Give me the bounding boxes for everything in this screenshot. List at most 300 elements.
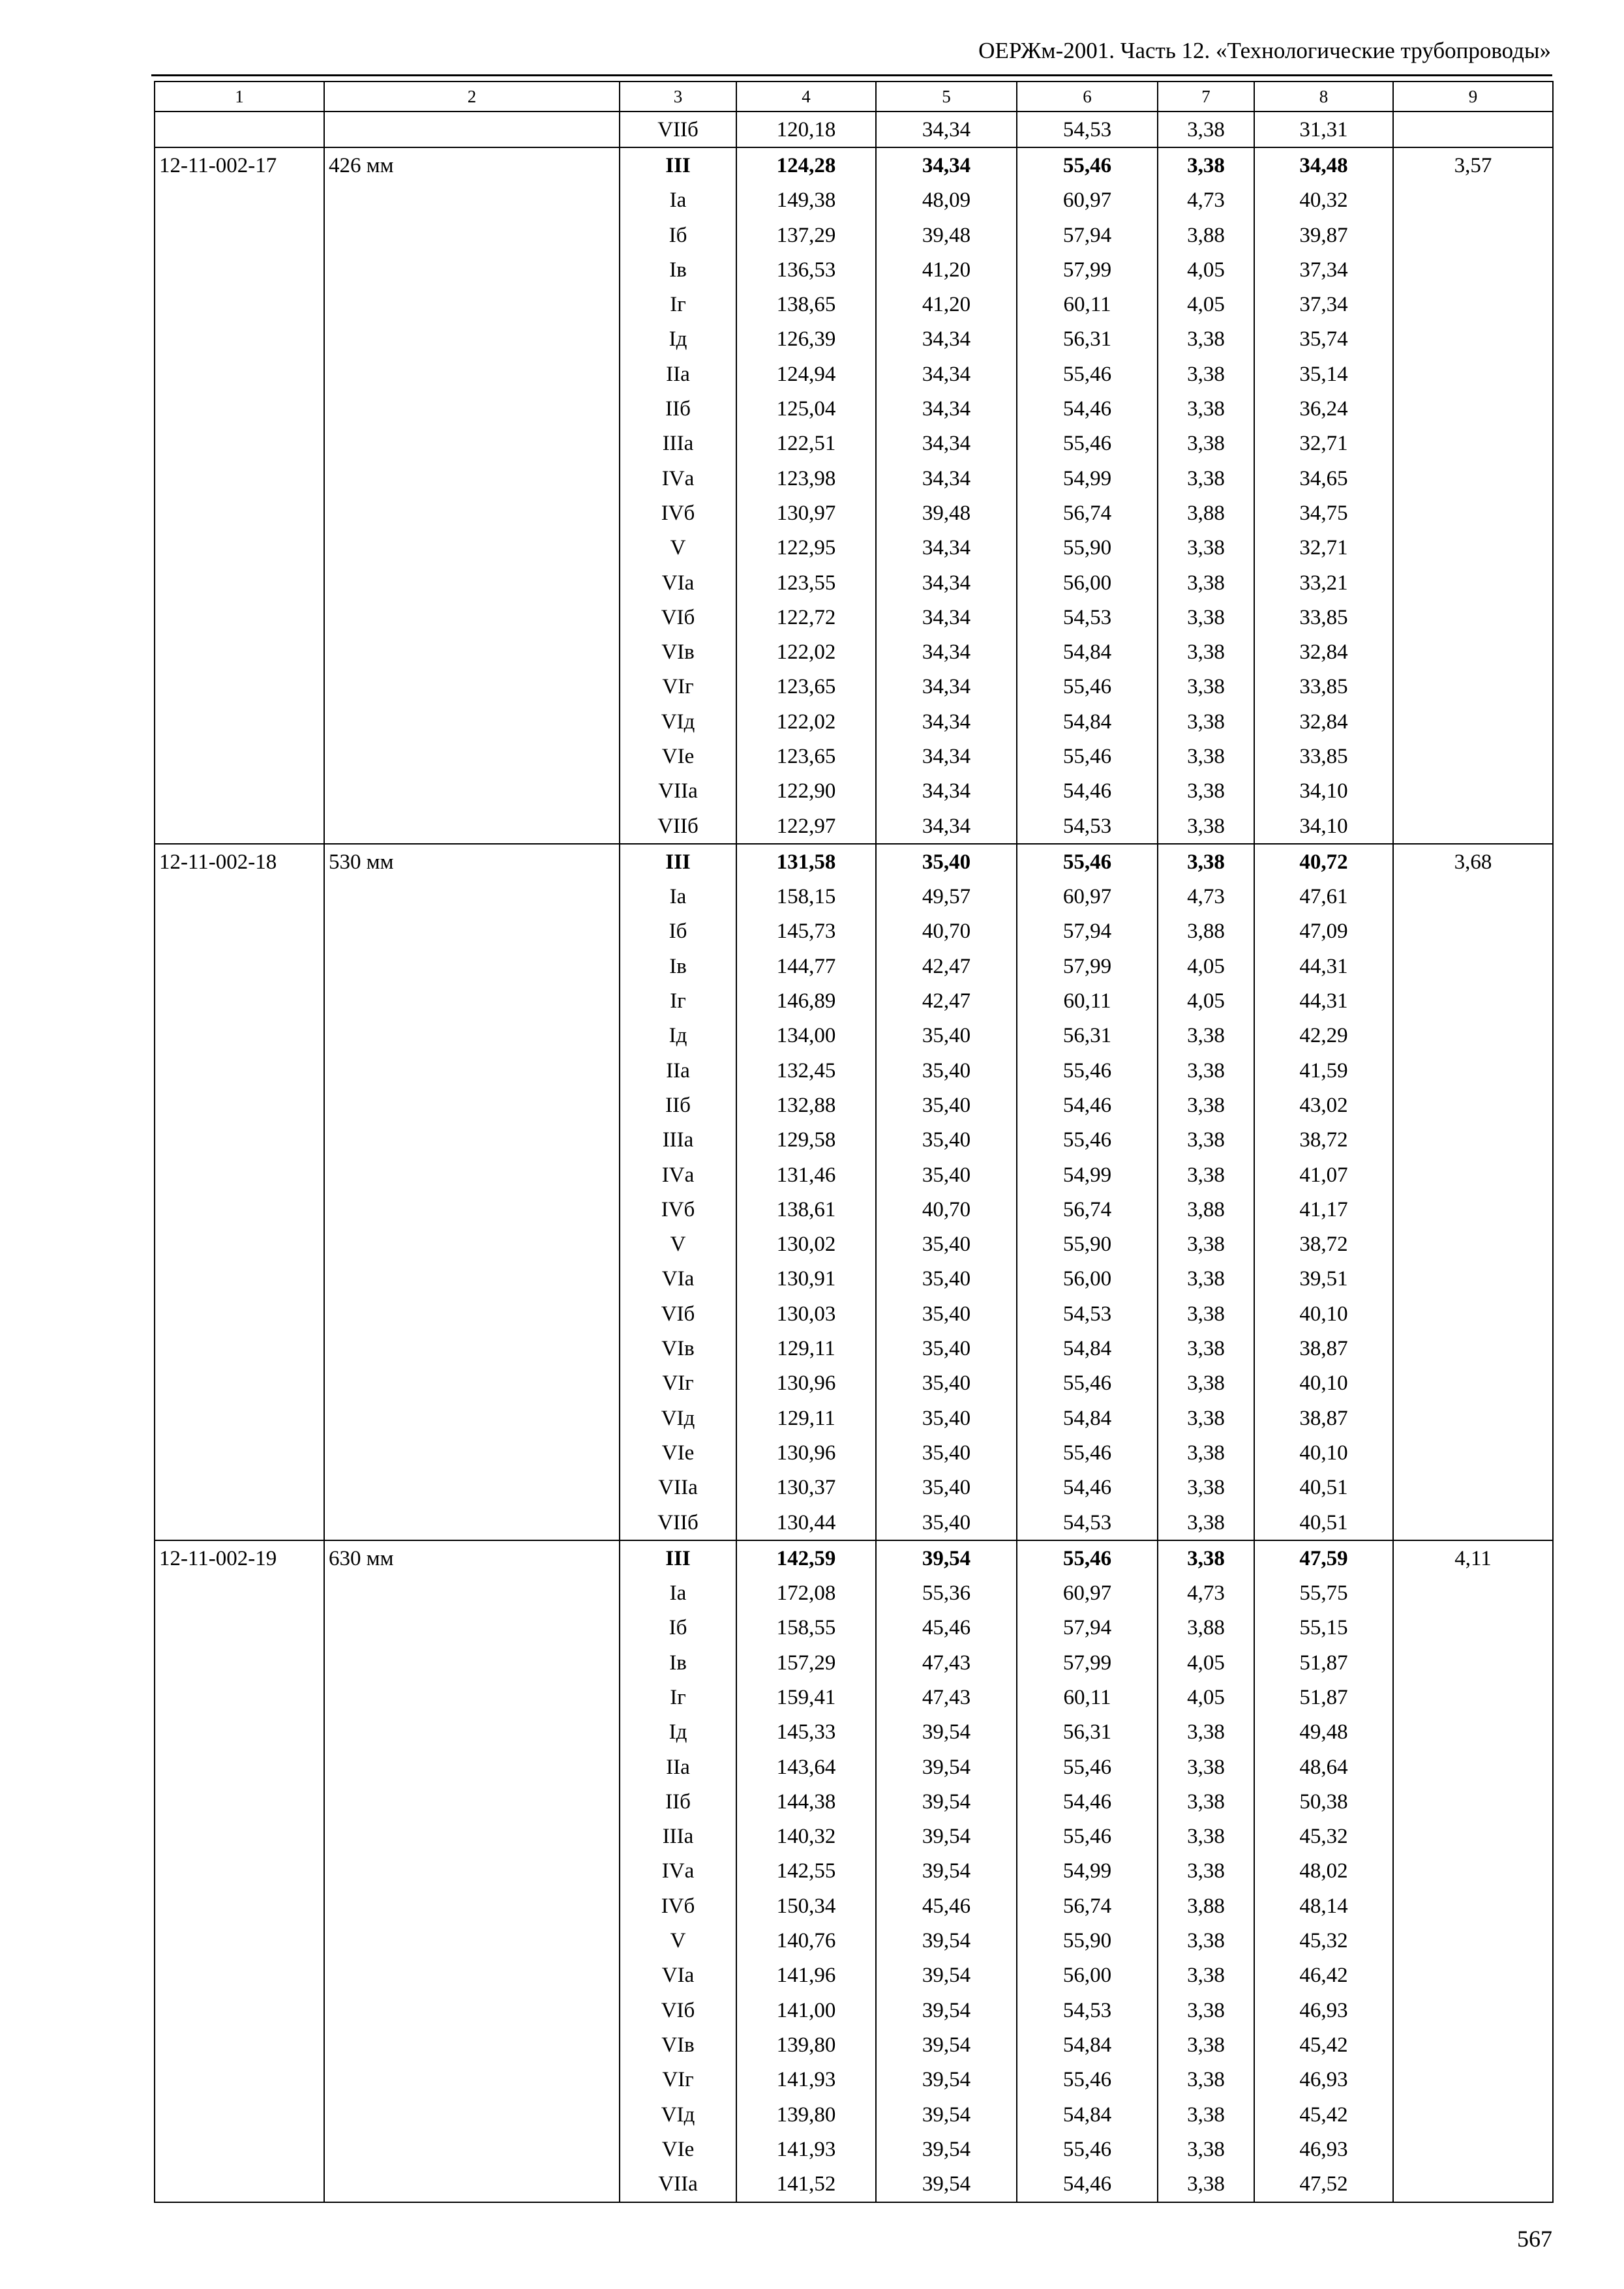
zone-cell: Iв [620,1645,736,1680]
value-cell: 39,54 [876,2027,1017,2062]
value-cell: 56,31 [1017,1715,1158,1750]
value-cell: 3,38 [1158,1993,1254,2027]
value-cell: 56,31 [1017,322,1158,357]
table-row [155,322,1553,357]
extra-cell [1393,565,1553,600]
code-cell [155,880,324,914]
zone-cell: VIд [620,2097,736,2132]
extra-cell [1393,1505,1553,1540]
value-cell: 3,38 [1158,2063,1254,2097]
value-cell: 55,46 [1017,357,1158,391]
value-cell: 55,46 [1017,1819,1158,1854]
value-cell: 122,97 [736,809,876,844]
value-cell: 4,05 [1158,983,1254,1018]
table-row [155,670,1553,704]
value-cell: 35,14 [1254,357,1393,391]
value-cell: 32,84 [1254,704,1393,739]
table-row [155,565,1553,600]
extra-cell [1393,252,1553,287]
zone-cell: VIе [620,1435,736,1470]
value-cell: 143,64 [736,1750,876,1784]
value-cell: 131,46 [736,1158,876,1192]
size-cell [324,1053,620,1088]
extra-cell [1393,1993,1553,2027]
size-cell [324,1611,620,1645]
extra-cell [1393,1331,1553,1366]
value-cell: 55,46 [1017,1435,1158,1470]
value-cell: 54,46 [1017,2167,1158,2202]
value-cell: 40,72 [1254,844,1393,879]
extra-cell [1393,1819,1553,1854]
size-cell [324,391,620,426]
value-cell: 57,99 [1017,252,1158,287]
value-cell: 48,14 [1254,1889,1393,1923]
size-cell [324,1645,620,1680]
extra-cell [1393,1715,1553,1750]
extra-cell [1393,914,1553,949]
column-number-cell: 6 [1017,82,1158,112]
size-cell [324,1715,620,1750]
zone-cell: IVа [620,461,736,496]
zone-cell: Iа [620,1576,736,1610]
zone-cell: Iд [620,1019,736,1053]
value-cell: 3,38 [1158,1784,1254,1819]
size-cell [324,949,620,983]
value-cell: 4,05 [1158,287,1254,322]
size-cell [324,2132,620,2166]
table-row [155,1262,1553,1296]
value-cell: 54,46 [1017,1088,1158,1122]
value-cell: 4,73 [1158,183,1254,218]
column-number-cell: 1 [155,82,324,112]
code-cell [155,1366,324,1401]
extra-cell [1393,809,1553,844]
extra-cell [1393,635,1553,669]
value-cell: 35,40 [876,1505,1017,1540]
value-cell: 60,97 [1017,880,1158,914]
value-cell: 31,31 [1254,112,1393,147]
value-cell: 54,53 [1017,1296,1158,1331]
value-cell: 3,38 [1158,1715,1254,1750]
table-row [155,880,1553,914]
value-cell: 42,29 [1254,1019,1393,1053]
value-cell: 57,94 [1017,1611,1158,1645]
value-cell: 3,38 [1158,1750,1254,1784]
value-cell: 131,58 [736,844,876,879]
extra-cell [1393,2097,1553,2132]
value-cell: 3,88 [1158,496,1254,530]
value-cell: 3,38 [1158,461,1254,496]
extra-cell [1393,1158,1553,1192]
value-cell: 55,90 [1017,531,1158,565]
size-cell [324,809,620,844]
code-cell [155,531,324,565]
value-cell: 47,43 [876,1645,1017,1680]
table-row [155,914,1553,949]
zone-cell: IIа [620,357,736,391]
value-cell: 50,38 [1254,1784,1393,1819]
value-cell: 55,36 [876,1576,1017,1610]
value-cell: 39,54 [876,1958,1017,1993]
value-cell: 3,38 [1158,1540,1254,1576]
code-cell: 12-11-002-17 [155,147,324,183]
zone-cell: VIа [620,1262,736,1296]
zone-cell: V [620,1923,736,1958]
value-cell: 57,94 [1017,914,1158,949]
value-cell: 32,84 [1254,635,1393,669]
size-cell [324,774,620,809]
code-cell [155,1784,324,1819]
value-cell: 140,76 [736,1923,876,1958]
table-row [155,2027,1553,2062]
value-cell: 34,48 [1254,147,1393,183]
extra-cell [1393,1262,1553,1296]
value-cell: 45,46 [876,1611,1017,1645]
table-row [155,1923,1553,1958]
value-cell: 34,34 [876,670,1017,704]
value-cell: 130,96 [736,1435,876,1470]
code-cell [155,183,324,218]
extra-cell [1393,1576,1553,1610]
table-row [155,391,1553,426]
size-cell [324,287,620,322]
value-cell: 34,34 [876,774,1017,809]
value-cell: 3,38 [1158,704,1254,739]
value-cell: 48,64 [1254,1750,1393,1784]
size-cell [324,357,620,391]
table-row [155,1227,1553,1262]
code-cell [155,1750,324,1784]
table-row [155,1750,1553,1784]
extra-cell [1393,218,1553,252]
value-cell: 35,74 [1254,322,1393,357]
zone-cell: VIг [620,2063,736,2097]
zone-cell: IIIа [620,1819,736,1854]
value-cell: 3,38 [1158,600,1254,635]
value-cell: 54,46 [1017,1471,1158,1505]
size-cell [324,1819,620,1854]
value-cell: 3,38 [1158,147,1254,183]
value-cell: 3,38 [1158,2132,1254,2166]
value-cell: 35,40 [876,1053,1017,1088]
value-cell: 39,54 [876,1923,1017,1958]
value-cell: 54,99 [1017,1158,1158,1192]
value-cell: 122,95 [736,531,876,565]
size-cell [324,1854,620,1889]
value-cell: 3,38 [1158,2027,1254,2062]
code-cell: 12-11-002-18 [155,844,324,879]
value-cell: 120,18 [736,112,876,147]
size-cell [324,322,620,357]
value-cell: 138,61 [736,1192,876,1227]
value-cell: 3,88 [1158,1611,1254,1645]
value-cell: 39,54 [876,2097,1017,2132]
value-cell: 3,38 [1158,635,1254,669]
value-cell: 47,61 [1254,880,1393,914]
size-cell [324,2097,620,2132]
zone-cell: IIа [620,1053,736,1088]
size-cell [324,1471,620,1505]
column-number-row [155,82,1553,112]
zone-cell: VIIб [620,112,736,147]
size-cell [324,2063,620,2097]
value-cell: 55,46 [1017,2132,1158,2166]
extra-cell [1393,2167,1553,2202]
value-cell: 40,10 [1254,1296,1393,1331]
value-cell: 47,59 [1254,1540,1393,1576]
value-cell: 35,40 [876,1296,1017,1331]
value-cell: 3,38 [1158,844,1254,879]
value-cell: 35,40 [876,844,1017,879]
value-cell: 47,09 [1254,914,1393,949]
value-cell: 57,99 [1017,949,1158,983]
value-cell: 54,53 [1017,809,1158,844]
size-cell [324,2027,620,2062]
table-row [155,1819,1553,1854]
size-cell [324,183,620,218]
value-cell: 34,34 [876,809,1017,844]
value-cell: 3,38 [1158,1262,1254,1296]
value-cell: 34,34 [876,531,1017,565]
zone-cell: Iб [620,914,736,949]
extra-cell [1393,1854,1553,1889]
value-cell: 32,71 [1254,426,1393,461]
value-cell: 4,73 [1158,880,1254,914]
value-cell: 122,90 [736,774,876,809]
value-cell: 39,54 [876,1854,1017,1889]
code-cell [155,809,324,844]
value-cell: 49,57 [876,880,1017,914]
value-cell: 3,38 [1158,1958,1254,1993]
zone-cell: VIIб [620,809,736,844]
value-cell: 51,87 [1254,1680,1393,1714]
value-cell: 149,38 [736,183,876,218]
value-cell: 55,15 [1254,1611,1393,1645]
value-cell: 37,34 [1254,252,1393,287]
value-cell: 39,54 [876,1540,1017,1576]
value-cell: 34,65 [1254,461,1393,496]
zone-cell: VIв [620,635,736,669]
value-cell: 122,72 [736,600,876,635]
size-cell [324,880,620,914]
value-cell: 55,46 [1017,2063,1158,2097]
table-row [155,1505,1553,1540]
value-cell: 122,51 [736,426,876,461]
value-cell: 41,07 [1254,1158,1393,1192]
zone-cell: IVб [620,1889,736,1923]
value-cell: 44,31 [1254,983,1393,1018]
extra-cell [1393,1401,1553,1435]
value-cell: 57,99 [1017,1645,1158,1680]
value-cell: 49,48 [1254,1715,1393,1750]
value-cell: 45,32 [1254,1923,1393,1958]
code-cell [155,1715,324,1750]
size-cell [324,1680,620,1714]
value-cell: 3,38 [1158,357,1254,391]
extra-cell [1393,880,1553,914]
value-cell: 48,02 [1254,1854,1393,1889]
value-cell: 33,85 [1254,739,1393,773]
value-cell: 3,38 [1158,1923,1254,1958]
value-cell: 3,38 [1158,1401,1254,1435]
value-cell: 3,38 [1158,1019,1254,1053]
zone-cell: Iв [620,252,736,287]
value-cell: 141,52 [736,2167,876,2202]
column-number-cell: 9 [1393,82,1553,112]
value-cell: 172,08 [736,1576,876,1610]
extra-cell [1393,2027,1553,2062]
code-cell [155,1854,324,1889]
table-row [155,600,1553,635]
value-cell: 36,24 [1254,391,1393,426]
extra-cell [1393,461,1553,496]
table-row [155,1401,1553,1435]
value-cell: 47,52 [1254,2167,1393,2202]
value-cell: 54,84 [1017,704,1158,739]
value-cell: 124,94 [736,357,876,391]
value-cell: 46,93 [1254,1993,1393,2027]
zone-cell: VIв [620,1331,736,1366]
extra-cell [1393,1227,1553,1262]
code-cell [155,1889,324,1923]
value-cell: 54,84 [1017,1401,1158,1435]
size-cell [324,496,620,530]
size-cell [324,252,620,287]
value-cell: 3,38 [1158,774,1254,809]
value-cell: 3,38 [1158,1053,1254,1088]
value-cell: 134,00 [736,1019,876,1053]
value-cell: 39,48 [876,496,1017,530]
size-cell [324,1366,620,1401]
value-cell: 56,74 [1017,496,1158,530]
value-cell: 158,15 [736,880,876,914]
value-cell: 39,54 [876,2132,1017,2166]
size-cell [324,704,620,739]
zone-cell: IVб [620,1192,736,1227]
value-cell: 3,38 [1158,1296,1254,1331]
size-cell [324,1505,620,1540]
value-cell: 40,51 [1254,1505,1393,1540]
value-cell: 54,84 [1017,2097,1158,2132]
code-cell [155,1471,324,1505]
size-cell: 630 мм [324,1540,620,1576]
value-cell: 54,84 [1017,635,1158,669]
value-cell: 56,74 [1017,1192,1158,1227]
size-cell [324,1227,620,1262]
value-cell: 45,32 [1254,1819,1393,1854]
value-cell: 54,53 [1017,1993,1158,2027]
table-row [155,1158,1553,1192]
value-cell: 35,40 [876,1262,1017,1296]
extra-cell [1393,531,1553,565]
table-row [155,739,1553,773]
extra-cell [1393,322,1553,357]
value-cell: 55,46 [1017,1366,1158,1401]
value-cell: 141,96 [736,1958,876,1993]
code-cell [155,461,324,496]
value-cell: 3,38 [1158,322,1254,357]
value-cell: 54,53 [1017,1505,1158,1540]
table-row [155,112,1553,147]
value-cell: 35,40 [876,1227,1017,1262]
zone-cell: VIг [620,670,736,704]
size-cell [324,1158,620,1192]
zone-cell: VIб [620,600,736,635]
value-cell: 40,10 [1254,1435,1393,1470]
value-cell: 129,11 [736,1331,876,1366]
code-cell [155,112,324,147]
value-cell: 3,88 [1158,1192,1254,1227]
code-cell [155,287,324,322]
value-cell: 138,65 [736,287,876,322]
value-cell: 56,31 [1017,1019,1158,1053]
extra-cell [1393,496,1553,530]
extra-cell [1393,1053,1553,1088]
value-cell: 56,00 [1017,565,1158,600]
value-cell: 3,88 [1158,218,1254,252]
extra-cell [1393,670,1553,704]
size-cell [324,1923,620,1958]
value-cell: 39,87 [1254,218,1393,252]
value-cell: 145,73 [736,914,876,949]
table-row [155,2167,1553,2202]
value-cell: 41,20 [876,287,1017,322]
value-cell: 55,46 [1017,1123,1158,1158]
value-cell: 130,97 [736,496,876,530]
size-cell [324,1889,620,1923]
value-cell: 3,38 [1158,1471,1254,1505]
extra-cell [1393,1435,1553,1470]
table-row [155,2063,1553,2097]
code-cell [155,357,324,391]
table-row [155,426,1553,461]
extra-cell [1393,1296,1553,1331]
value-cell: 39,54 [876,2063,1017,2097]
code-cell [155,2027,324,2062]
zone-cell: Iг [620,1680,736,1714]
value-cell: 45,46 [876,1889,1017,1923]
value-cell: 3,38 [1158,739,1254,773]
value-cell: 130,44 [736,1505,876,1540]
value-cell: 38,87 [1254,1331,1393,1366]
code-cell [155,1401,324,1435]
extra-cell [1393,1019,1553,1053]
value-cell: 46,93 [1254,2063,1393,2097]
extra-cell [1393,704,1553,739]
value-cell: 3,38 [1158,1366,1254,1401]
value-cell: 55,46 [1017,426,1158,461]
code-cell [155,949,324,983]
value-cell: 3,38 [1158,1331,1254,1366]
value-cell: 60,11 [1017,983,1158,1018]
size-cell [324,1331,620,1366]
table-row [155,1576,1553,1610]
table-row [155,1854,1553,1889]
size-cell [324,1435,620,1470]
zone-cell: VIд [620,1401,736,1435]
column-number-cell: 2 [324,82,620,112]
size-cell [324,1088,620,1122]
size-cell [324,1576,620,1610]
value-cell: 39,54 [876,1993,1017,2027]
extra-cell [1393,1645,1553,1680]
value-cell: 55,90 [1017,1227,1158,1262]
value-cell: 3,38 [1158,531,1254,565]
table-row [155,218,1553,252]
value-cell: 44,31 [1254,949,1393,983]
value-cell: 139,80 [736,2097,876,2132]
zone-cell: VIIа [620,2167,736,2202]
